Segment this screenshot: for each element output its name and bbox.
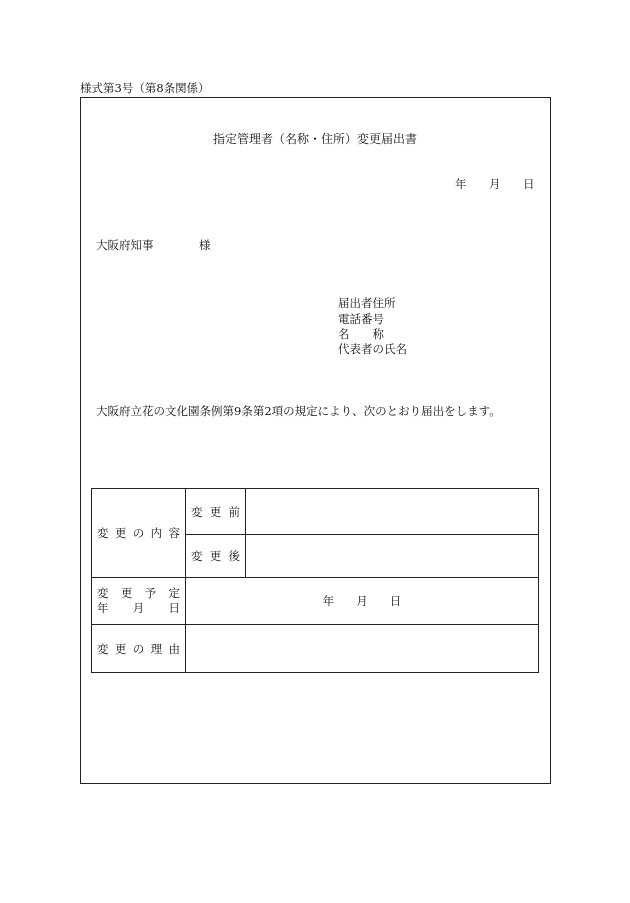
honorific: 様 <box>199 238 211 252</box>
applicant-representative-label: 代表者の氏名 <box>338 342 407 356</box>
change-content-label: 変 更 の 内 容 <box>92 489 186 578</box>
form-number: 様式第3号（第8条関係） <box>80 81 210 95</box>
applicant-phone-label: 電話番号 <box>338 312 384 326</box>
before-change-field[interactable] <box>246 489 539 535</box>
applicant-address-label: 届出者住所 <box>338 296 396 310</box>
before-change-label: 変 更 前 <box>186 489 246 535</box>
reason-label: 変 更 の 理 由 <box>92 625 186 673</box>
change-table <box>91 488 539 673</box>
form-frame <box>80 97 551 784</box>
reason-field[interactable] <box>186 625 539 673</box>
planned-date-label: 変 更 予 定 年 月 日 <box>92 578 186 625</box>
date-month-label: 月 <box>489 177 501 191</box>
applicant-name-label: 名 称 <box>338 327 384 341</box>
addressee: 大阪府知事 <box>96 238 154 252</box>
after-change-field[interactable] <box>246 535 539 578</box>
after-change-label: 変 更 後 <box>186 535 246 578</box>
body-text: 大阪府立花の文化園条例第9条第2項の規定により、次のとおり届出をします。 <box>96 404 501 418</box>
document-title: 指定管理者（名称・住所）変更届出書 <box>212 132 417 146</box>
planned-date-field[interactable]: 年 月 日 <box>186 578 539 625</box>
date-day-label: 日 <box>523 177 535 191</box>
date-year-label: 年 <box>455 177 467 191</box>
